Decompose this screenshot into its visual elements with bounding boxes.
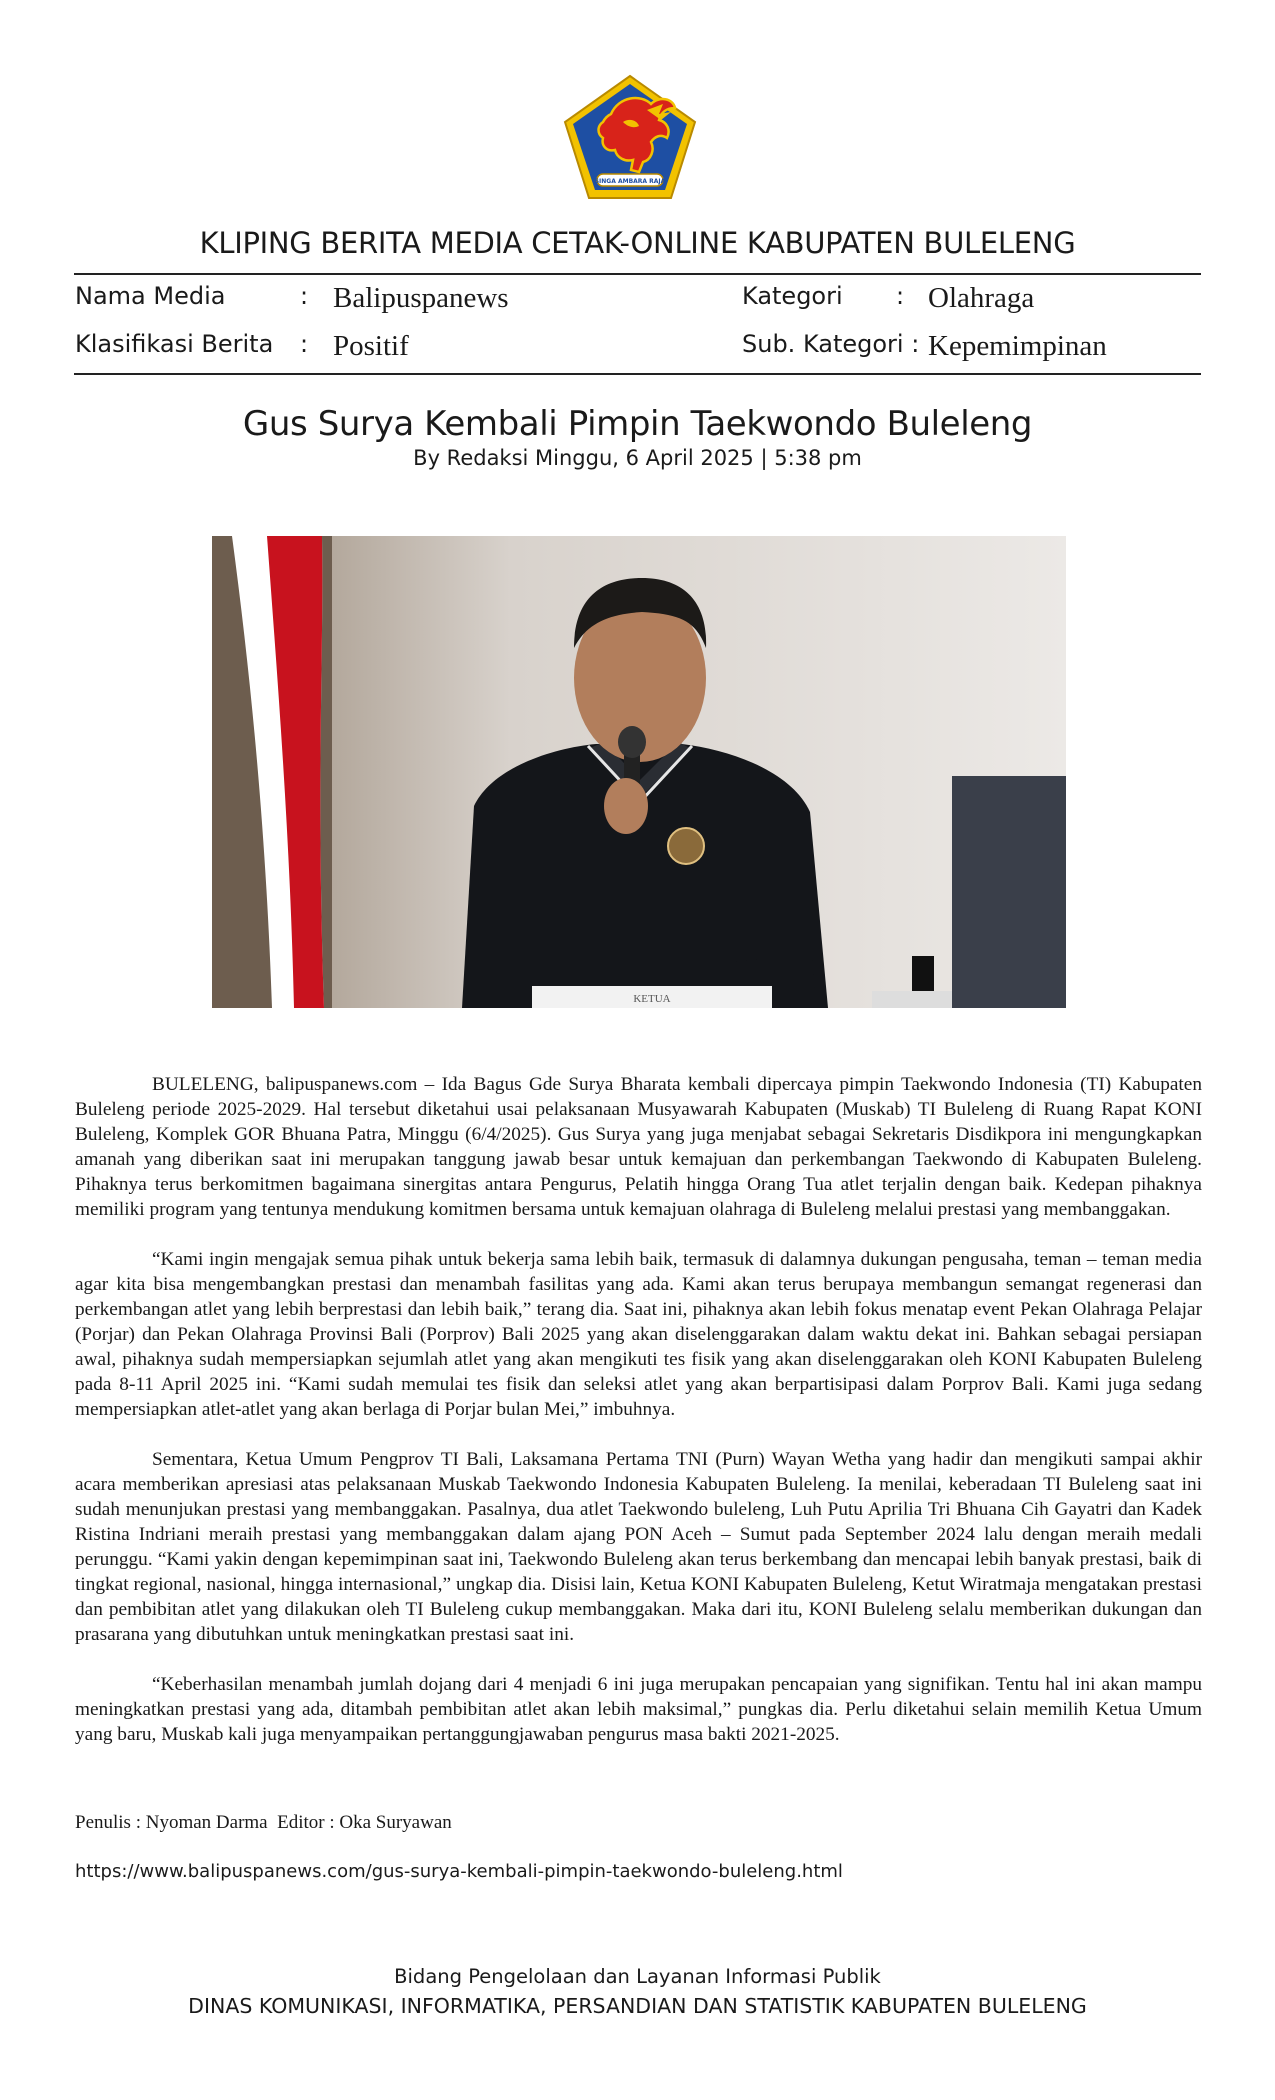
subkategori-value: Kepemimpinan (928, 330, 1107, 362)
footer-department: Bidang Pengelolaan dan Layanan Informasi Publik (394, 1965, 881, 1988)
article-body (75, 1072, 1202, 1772)
media-label: Nama Media (75, 282, 226, 310)
article-paragraph: “Keberhasilan menambah jumlah dojang dari 4 menjadi 6 ini juga merupakan pencapaian yang signifikan. Tentu hal ini akan mampu meningkatkan prestasi yang ada, ditambah pembibitan atlet akan lebih maksimal,” pungkas dia. Perlu diketahui selain memilih Ketua Umum yang baru, Muskab kali juga menyampaikan pertanggungjawaban pengurus masa bakti 2021-2025. (75, 1674, 1202, 1745)
article-url: https://www.balipuspanews.com/gus-surya-kembali-pimpin-taekwondo-buleleng.html (75, 1861, 843, 1882)
klasifikasi-value: Positif (333, 330, 409, 362)
top-divider (74, 273, 1201, 275)
document-title: KLIPING BERITA MEDIA CETAK-ONLINE KABUPATEN BULELENG (199, 226, 1076, 260)
buleleng-emblem-logo (563, 74, 697, 202)
subkategori-label: Sub. Kategori : (742, 330, 920, 358)
klasifikasi-label: Klasifikasi Berita (75, 330, 274, 358)
article-paragraph: BULELENG, balipuspanews.com – Ida Bagus Gde Surya Bharata kembali dipercaya pimpin Taekwondo Indonesia (TI) Kabupaten Buleleng periode 2025-2029. Hal tersebut diketahui usai pelaksanaan Musyawarah Kabupaten (Muskab) TI Buleleng di Ruang Rapat KONI Buleleng, Komplek GOR Bhuana Patra, Minggu (6/4/2025). Gus Surya yang juga menjabat sebagai Sekretaris Disdikpora ini mengungkapkan amanah yang diberikan saat ini merupakan tanggung jawab besar untuk kemajuan dan perkembangan Taekwondo di Kabupaten Buleleng. Pihaknya terus berkomitmen bagaimana sinergitas antara Pengurus, Pelatih hingga Orang Tua atlet terjalin dengan baik. Kedepan pihaknya memiliki program yang tentunya mendukung komitmen bersama untuk kemajuan olahraga di Buleleng melalui prestasi yang membanggakan. (75, 1074, 1202, 1220)
kategori-colon: : (896, 282, 905, 310)
article-byline: By Redaksi Minggu, 6 April 2025 | 5:38 pm (413, 446, 862, 470)
kategori-value: Olahraga (928, 282, 1035, 314)
article-headline: Gus Surya Kembali Pimpin Taekwondo Buleleng (242, 404, 1033, 444)
article-photo (212, 536, 1066, 1008)
media-colon: : (300, 282, 309, 310)
photo-nameplate: KETUA (633, 993, 671, 1005)
article-credits: Penulis : Nyoman Darma Editor : Oka Suryawan (75, 1812, 452, 1833)
article-paragraph: Sementara, Ketua Umum Pengprov TI Bali, Laksamana Pertama TNI (Purn) Wayan Wetha yang hadir dan mengikuti sampai akhir acara memberikan apresiasi atas pelaksanaan Muskab Taekwondo Indonesia Kabupaten Buleleng. Ia menilai, keberadaan TI Buleleng saat ini sudah menunjukan prestasi yang membanggakan. Pasalnya, dua atlet Taekwondo buleleng, Luh Putu Aprilia Tri Bhuana Cih Gayatri dan Kadek Ristina Indriani meraih prestasi yang membanggakan dalam ajang PON Aceh – Sumut pada September 2024 lalu dengan meraih medali perunggu. “Kami yakin dengan kepemimpinan saat ini, Taekwondo Buleleng akan terus berkembang dan mencapai lebih banyak prestasi, baik di tingkat regional, nasional, hingga internasional,” ungkap dia. Disisi lain, Ketua KONI Kabupaten Buleleng, Ketut Wiratmaja mengatakan prestasi dan pembibitan atlet yang dilakukan oleh TI Buleleng cukup membanggakan. Maka dari itu, KONI Buleleng selalu memberikan dukungan dan prasarana yang dibutuhkan untuk meningkatkan prestasi saat ini. (75, 1449, 1202, 1645)
klasifikasi-colon: : (300, 330, 309, 358)
footer-agency: DINAS KOMUNIKASI, INFORMATIKA, PERSANDIAN DAN STATISTIK KABUPATEN BULELENG (188, 1994, 1087, 2018)
media-value: Balipuspanews (333, 282, 509, 314)
kategori-label: Kategori (742, 282, 843, 310)
logo-ribbon-text: SINGA AMBARA RAJA (594, 178, 666, 185)
bottom-divider (74, 373, 1201, 375)
article-paragraph: “Kami ingin mengajak semua pihak untuk bekerja sama lebih baik, termasuk di dalamnya dukungan pengusaha, teman – teman media agar kita bisa mengembangkan prestasi dan menambah fasilitas yang ada. Kami akan terus berupaya membangun semangat regenerasi dan perkembangan atlet yang lebih berprestasi dan lebih baik,” terang dia. Saat ini, pihaknya akan lebih fokus menatap event Pekan Olahraga Pelajar (Porjar) dan Pekan Olahraga Provinsi Bali (Porprov) Bali 2025 yang akan diselenggarakan dalam waktu dekat ini. Bahkan sebagai persiapan awal, pihaknya sudah mempersiapkan sejumlah atlet yang akan mengikuti tes fisik yang akan diselenggarakan oleh KONI Kabupaten Buleleng pada 8-11 April 2025 ini. “Kami sudah memulai tes fisik dan seleksi atlet yang akan berpartisipasi dalam Porprov Bali. Kami juga sedang mempersiapkan atlet-atlet yang akan berlaga di Porjar bulan Mei,” imbuhnya. (75, 1249, 1202, 1420)
